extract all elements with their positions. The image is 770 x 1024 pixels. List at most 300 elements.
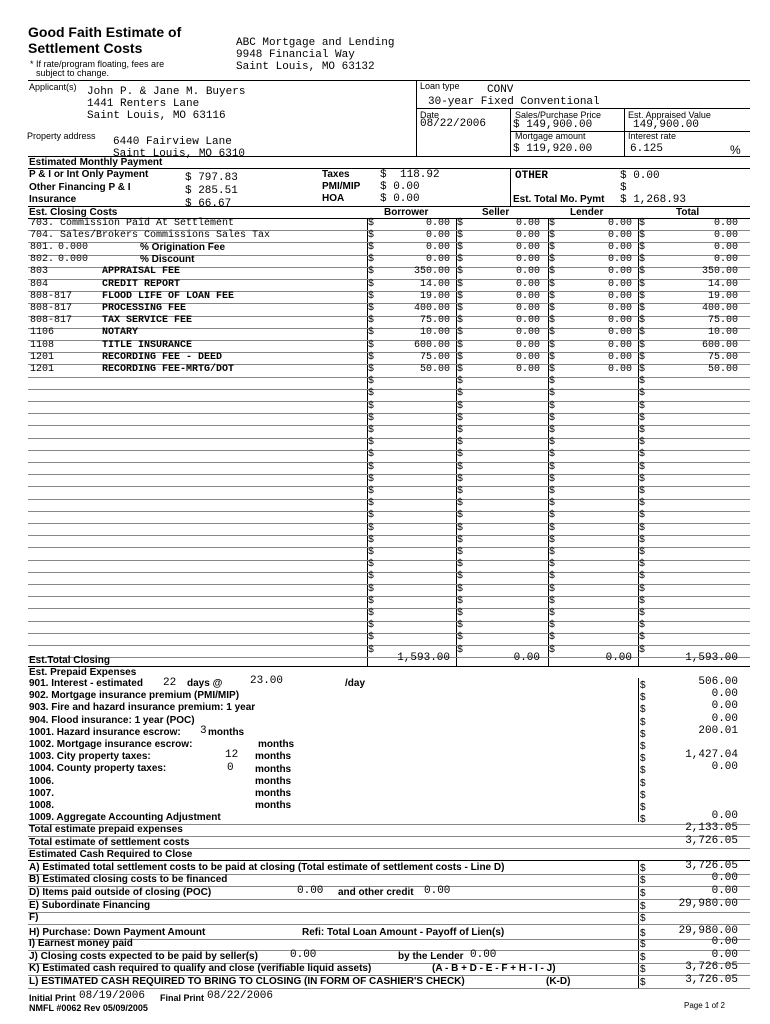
dollar-sign: $ <box>457 388 464 400</box>
dollar-sign: $ <box>639 498 646 510</box>
prepaid-row-label: 1004. County property taxes: <box>29 763 167 775</box>
dollar-sign: $ <box>368 449 375 461</box>
price-value: $ 149,900.00 <box>513 119 593 131</box>
lender-amount: 0.00 <box>607 351 632 363</box>
prepaid-row-amount: 2,133.05 <box>685 822 738 835</box>
table-row-percent: 0.000 <box>58 241 89 253</box>
l-formula: (K-D) <box>546 976 571 987</box>
applicant-address1: 1441 Renters Lane <box>87 98 200 110</box>
dollar-sign: $ <box>549 498 556 510</box>
applicant-name: John P. & Jane M. Buyers <box>87 86 246 98</box>
dollar-sign: $ <box>639 510 646 522</box>
dollar-sign: $ <box>457 595 464 607</box>
table-row-code: 808-817 <box>30 315 73 327</box>
dollar-sign: $ <box>368 559 375 571</box>
dollar-sign: $ <box>549 351 556 363</box>
dollar-sign: $ <box>457 424 464 436</box>
total-borrower: 1,593.00 <box>397 652 450 664</box>
dollar-sign: $ <box>549 644 556 656</box>
appraised-label: Est. Appraised Value <box>628 110 711 120</box>
dollar-sign: $ <box>639 254 646 266</box>
seller-amount: 0.00 <box>515 339 540 351</box>
pmi-label: PMI/MIP <box>322 181 361 192</box>
borrower-amount: 19.00 <box>419 290 450 302</box>
borrower-amount: 75.00 <box>419 351 450 363</box>
other-financing-value: $ 285.51 <box>185 185 238 197</box>
dollar-sign: $ <box>368 315 375 327</box>
dollar-sign: $ <box>549 254 556 266</box>
prepaid-row-amount: 200.01 <box>698 724 738 737</box>
table-row-desc: RECORDING FEE-MRTG/DOT <box>102 363 235 375</box>
dollar-sign: $ <box>639 315 646 327</box>
dollar-sign: $ <box>368 217 375 229</box>
final-print-date: 08/22/2006 <box>207 990 274 1002</box>
borrower-amount: 0.00 <box>425 229 450 241</box>
dollar-sign: $ <box>457 254 464 266</box>
lender-amount: 0.00 <box>607 363 632 375</box>
dollar-sign: $ <box>368 351 375 363</box>
dollar-sign: $ <box>549 522 556 534</box>
dollar-sign: $ <box>549 412 556 424</box>
dollar-sign: $ <box>368 376 375 388</box>
table-row-percent-label: % Discount <box>140 254 195 266</box>
prepaid-row-amount: 0.00 <box>711 810 738 823</box>
lender-amount: 0.00 <box>607 278 632 290</box>
borrower-amount: 0.00 <box>425 254 450 266</box>
total-seller: 0.00 <box>513 652 540 664</box>
days-at-label: days @ <box>187 678 223 689</box>
dollar-sign: $ <box>549 290 556 302</box>
cash-row-amount: 0.00 <box>711 872 738 884</box>
dollar-sign: $ <box>549 363 556 375</box>
prepaid-row-label: 1007. <box>29 787 55 799</box>
dollar-sign: $ <box>457 437 464 449</box>
prepaid-row-amount: 0.00 <box>711 761 738 774</box>
dollar-sign: $ <box>457 485 464 497</box>
table-row-desc: CREDIT REPORT <box>102 278 181 290</box>
dollar-sign: $ <box>639 595 646 607</box>
prepaid-row-label: 1002. Mortgage insurance escrow: <box>29 739 193 750</box>
cash-row-label: H) Purchase: Down Payment Amount <box>29 927 206 938</box>
dollar-sign: $ <box>457 339 464 351</box>
dollar-sign: $ <box>549 620 556 632</box>
dollar-sign: $ <box>639 217 646 229</box>
cash-row-amount: 0.00 <box>711 936 738 948</box>
lender-amount: 0.00 <box>607 229 632 241</box>
dollar-sign: $ <box>639 644 646 656</box>
dollar-sign: $ <box>640 888 646 899</box>
other-financing-label: Other Financing P & I <box>29 182 131 193</box>
initial-print-label: Initial Print <box>29 993 76 1003</box>
cash-row-amount: 29,980.00 <box>678 925 738 937</box>
payment-heading: Estimated Monthly Payment <box>29 157 163 168</box>
cash-row-amount: 29,980.00 <box>678 898 738 910</box>
prepaid-row-label: 904. Flood insurance: 1 year (POC) <box>29 714 195 726</box>
dollar-sign: $ <box>640 716 646 728</box>
dollar-sign: $ <box>457 412 464 424</box>
hazard-months: 3 <box>200 725 207 737</box>
hoa-value: $ 0.00 <box>380 193 420 205</box>
dollar-sign: $ <box>639 461 646 473</box>
disclaimer-line2: subject to change. <box>36 68 110 78</box>
table-row-code: 703. Commission Paid At Settlement <box>30 217 235 229</box>
dollar-sign: $ <box>368 254 375 266</box>
dollar-sign: $ <box>368 266 375 278</box>
table-row-desc: NOTARY <box>102 327 139 339</box>
cash-row-label: J) Closing costs expected to be paid by seller(s) <box>29 951 258 962</box>
dollar-sign: $ <box>639 424 646 436</box>
table-row-desc: APPRAISAL FEE <box>102 266 181 278</box>
mortgage-label: Mortgage amount <box>515 131 586 141</box>
dollar-sign: $ <box>457 559 464 571</box>
dollar-sign: $ <box>640 789 646 801</box>
dollar-sign: $ <box>368 400 375 412</box>
dollar-sign: $ <box>640 814 646 826</box>
dollar-sign: $ <box>549 424 556 436</box>
taxes-label: Taxes <box>322 169 350 180</box>
table-row-code: 804 <box>30 278 49 290</box>
dollar-sign: $ <box>549 278 556 290</box>
dollar-sign: $ <box>549 449 556 461</box>
seller-amount: 0.00 <box>515 302 540 314</box>
dollar-sign: $ <box>639 339 646 351</box>
lender-address2: Saint Louis, MO 63132 <box>236 61 375 73</box>
form-number: NMFL #0062 Rev 05/09/2005 <box>29 1003 148 1013</box>
lender-amount: 0.00 <box>607 327 632 339</box>
borrower-amount: 350.00 <box>413 266 450 278</box>
divider <box>510 108 511 156</box>
prepaid-row-amount: 506.00 <box>698 676 738 688</box>
prepaid-row-amount: 0.00 <box>711 712 738 725</box>
dollar-sign: $ <box>457 620 464 632</box>
dollar-sign: $ <box>549 327 556 339</box>
total-payment-label: Est. Total Mo. Pymt <box>513 194 605 205</box>
cash-row-amount: 3,726.05 <box>685 860 738 872</box>
column-divider <box>638 678 639 822</box>
dollar-sign: $ <box>457 583 464 595</box>
cash-row-label: K) Estimated cash required to qualify and close (verifiable liquid assets) <box>29 963 372 974</box>
dollar-sign: $ <box>457 266 464 278</box>
table-row-code: 1201 <box>30 351 55 363</box>
dollar-sign: $ <box>640 777 646 789</box>
dollar-sign: $ <box>639 241 646 253</box>
total-amount: 0.00 <box>713 254 738 266</box>
form-title-line2: Settlement Costs <box>28 40 143 56</box>
months-label: months <box>258 739 295 750</box>
per-day-label: /day <box>345 678 366 689</box>
dollar-sign: $ <box>368 522 375 534</box>
dollar-sign: $ <box>368 607 375 619</box>
col-seller: Seller <box>482 207 510 218</box>
date-value: 08/22/2006 <box>420 118 487 130</box>
dollar-sign: $ <box>639 376 646 388</box>
dollar-sign: $ <box>640 863 646 874</box>
rule <box>28 666 750 667</box>
dollar-sign: $ <box>457 217 464 229</box>
dollar-sign: $ <box>457 229 464 241</box>
cash-row-label: A) Estimated total settlement costs to be paid at closing (Total estimate of settlement costs - Line D) <box>29 862 505 873</box>
dollar-sign: $ <box>639 302 646 314</box>
interest-days: 22 <box>163 677 177 689</box>
lender-paid-amount: 0.00 <box>470 949 497 961</box>
property-label: Property address <box>27 131 96 141</box>
dollar-sign: $ <box>368 363 375 375</box>
lender-amount: 0.00 <box>607 315 632 327</box>
seller-amount: 0.00 <box>515 290 540 302</box>
dollar-sign: $ <box>549 376 556 388</box>
dollar-sign: $ <box>640 728 646 740</box>
table-row-code: 803 <box>30 266 49 278</box>
dollar-sign: $ <box>368 534 375 546</box>
dollar-sign: $ <box>457 376 464 388</box>
initial-print-date: 08/19/2006 <box>79 990 146 1002</box>
insurance-label: Insurance <box>29 194 77 205</box>
months-label: months <box>255 764 292 775</box>
total-amount: 600.00 <box>701 339 738 351</box>
other-label: OTHER <box>515 170 549 182</box>
dollar-sign: $ <box>549 546 556 558</box>
dollar-sign: $ <box>639 449 646 461</box>
col-total: Total <box>676 207 700 218</box>
table-row-desc: PROCESSING FEE <box>102 302 187 314</box>
taxes-value: 118.92 <box>400 169 440 181</box>
dollar-sign: $ <box>640 704 646 716</box>
dollar-sign: $ <box>368 546 375 558</box>
poc-amount: 0.00 <box>297 885 324 897</box>
dollar-sign: $ <box>368 485 375 497</box>
closing-heading: Est. Closing Costs <box>29 207 118 218</box>
table-row-desc: FLOOD LIFE OF LOAN FEE <box>102 290 235 302</box>
cash-row-amount: 0.00 <box>711 885 738 897</box>
form-title-line1: Good Faith Estimate of <box>28 24 182 40</box>
rate-unit: % <box>730 143 741 157</box>
total-amount: 14.00 <box>707 278 738 290</box>
months-label: months <box>255 776 292 787</box>
cash-row-label: F) <box>29 912 39 923</box>
refi-label: Refi: Total Loan Amount - Payoff of Lien(s) <box>302 927 505 938</box>
disclaimer-line1: * If rate/program floating, fees are <box>30 59 165 69</box>
dollar-sign: $ <box>457 327 464 339</box>
col-lender: Lender <box>570 207 604 218</box>
lender-amount: 0.00 <box>607 217 632 229</box>
dollar-sign: $ <box>549 607 556 619</box>
dollar-sign: $ <box>640 928 646 939</box>
prepaid-row-label: Total estimate prepaid expenses <box>29 824 183 836</box>
dollar-sign: $ <box>368 620 375 632</box>
borrower-amount: 75.00 <box>419 315 450 327</box>
rule <box>28 80 750 81</box>
prepaid-row-label: 903. Fire and hazard insurance premium: 1 year <box>29 702 256 714</box>
table-row-desc: TAX SERVICE FEE <box>102 315 193 327</box>
dollar-sign: $ <box>639 290 646 302</box>
months-label: months <box>208 727 245 738</box>
total-amount: 0.00 <box>713 229 738 241</box>
dollar-sign: $ <box>639 412 646 424</box>
property-line1: 6440 Fairview Lane <box>113 136 232 148</box>
dollar-sign: $ <box>368 388 375 400</box>
prepaid-row-amount: 0.00 <box>711 688 738 701</box>
lender-amount: 0.00 <box>607 290 632 302</box>
table-row-code: 1201 <box>30 363 55 375</box>
dollar-sign: $ <box>549 473 556 485</box>
dollar-sign: $ <box>368 327 375 339</box>
dollar-sign: $ <box>640 939 646 950</box>
dollar-sign: $ <box>549 437 556 449</box>
dollar-sign: $ <box>640 741 646 752</box>
pi-value: $ 797.83 <box>185 172 238 184</box>
borrower-amount: 0.00 <box>425 217 450 229</box>
total-amount: 75.00 <box>707 315 738 327</box>
property-line2: Saint Louis, MO 6310 <box>113 148 246 160</box>
table-row-code: 802. <box>30 254 55 266</box>
dollar-sign: $ <box>549 485 556 497</box>
prepaid-row-label: 1008. <box>29 800 55 811</box>
dollar-sign: $ <box>368 632 375 644</box>
loan-program: 30-year Fixed Conventional <box>428 96 600 108</box>
dollar-sign: $ <box>549 388 556 400</box>
dollar-sign: $ <box>639 620 646 632</box>
dollar-sign: $ <box>368 644 375 656</box>
dollar-sign: $ <box>457 534 464 546</box>
lender-amount: 0.00 <box>607 254 632 266</box>
total-total: 1,593.00 <box>685 652 738 664</box>
borrower-amount: 0.00 <box>425 241 450 253</box>
dollar-sign: $ <box>368 583 375 595</box>
dollar-sign: $ <box>549 400 556 412</box>
page-number: Page 1 of 2 <box>684 1001 725 1010</box>
dollar-sign: $ <box>639 571 646 583</box>
prepaid-row-amount: 3,726.05 <box>685 834 738 847</box>
dollar-sign: $ <box>549 315 556 327</box>
dollar-sign: $ <box>368 424 375 436</box>
closing-total-label: Est.Total Closing <box>29 655 110 666</box>
rule <box>28 988 750 989</box>
dollar-sign: $ <box>549 595 556 607</box>
table-row-percent-label: % Origination Fee <box>140 241 226 253</box>
borrower-amount: 600.00 <box>413 339 450 351</box>
other-value: $ 0.00 <box>620 170 660 182</box>
cash-row-label: D) Items paid outside of closing (POC) <box>29 887 212 898</box>
prepaid-row-label: 1006. <box>29 775 55 787</box>
taxes-sign: $ <box>380 169 387 181</box>
dollar-sign: $ <box>457 498 464 510</box>
dollar-sign: $ <box>368 510 375 522</box>
dollar-sign: $ <box>368 473 375 485</box>
dollar-sign: $ <box>549 559 556 571</box>
dollar-sign: $ <box>457 571 464 583</box>
table-row-code: 808-817 <box>30 290 73 302</box>
borrower-amount: 50.00 <box>419 363 450 375</box>
dollar-sign: $ <box>549 229 556 241</box>
dollar-sign: $ <box>549 510 556 522</box>
lender-address1: 9948 Financial Way <box>236 49 355 61</box>
dollar-sign: $ <box>640 802 646 813</box>
dollar-sign: $ <box>368 461 375 473</box>
dollar-sign: $ <box>457 473 464 485</box>
applicant-address2: Saint Louis, MO 63116 <box>87 110 226 122</box>
lender-amount: 0.00 <box>607 241 632 253</box>
prepaid-row-label: 1009. Aggregate Accounting Adjustment <box>29 812 221 824</box>
dollar-sign: $ <box>639 229 646 241</box>
county-tax-months: 0 <box>227 762 234 774</box>
prepaid-row-label: 1001. Hazard insurance escrow: <box>29 726 181 738</box>
rule <box>416 108 750 109</box>
dollar-sign: $ <box>457 644 464 656</box>
dollar-sign: $ <box>368 437 375 449</box>
total-amount: 0.00 <box>713 241 738 253</box>
dollar-sign: $ <box>549 302 556 314</box>
dollar-sign: $ <box>640 977 646 988</box>
cash-row-label: E) Subordinate Financing <box>29 900 151 911</box>
dollar-sign: $ <box>639 632 646 644</box>
dollar-sign: $ <box>457 315 464 327</box>
dollar-sign: $ <box>549 632 556 644</box>
table-row-desc: RECORDING FEE - DEED <box>102 351 223 363</box>
prepaid-row-label: 901. Interest - estimated <box>29 678 143 689</box>
total-amount: 350.00 <box>701 266 738 278</box>
cash-heading: Estimated Cash Required to Close <box>29 849 193 860</box>
seller-amount: 0.00 <box>515 327 540 339</box>
lender-amount: 0.00 <box>607 339 632 351</box>
dollar-sign: $ <box>368 412 375 424</box>
dollar-sign: $ <box>640 952 646 963</box>
prepaid-row-label: 902. Mortgage insurance premium (PMI/MIP) <box>29 690 240 702</box>
cash-row-label: I) Earnest money paid <box>29 938 133 949</box>
dollar-sign: $ <box>640 913 646 924</box>
dollar-sign: $ <box>640 765 646 777</box>
dollar-sign: $ <box>639 363 646 375</box>
k-formula: (A - B + D - E - F + H - I - J) <box>432 963 556 974</box>
seller-amount: 0.00 <box>515 217 540 229</box>
dollar-sign: $ <box>457 522 464 534</box>
loan-type: CONV <box>487 84 514 96</box>
seller-amount: 0.00 <box>515 266 540 278</box>
dollar-sign: $ <box>639 473 646 485</box>
dollar-sign: $ <box>457 241 464 253</box>
table-row-desc: TITLE INSURANCE <box>102 339 193 351</box>
prepaid-heading: Est. Prepaid Expenses <box>29 667 137 678</box>
seller-amount: 0.00 <box>515 241 540 253</box>
total-amount: 75.00 <box>707 351 738 363</box>
cash-row-amount: 0.00 <box>711 949 738 961</box>
mortgage-value: $ 119,920.00 <box>513 143 593 155</box>
seller-amount: 0.00 <box>515 315 540 327</box>
borrower-amount: 14.00 <box>419 278 450 290</box>
interest-per-day: 23.00 <box>250 675 284 687</box>
table-row-code: 1106 <box>30 327 55 339</box>
dollar-sign: $ <box>457 290 464 302</box>
hoa-label: HOA <box>322 193 345 204</box>
dollar-sign: $ <box>639 437 646 449</box>
price-label: Sales/Purchase Price <box>515 110 602 120</box>
dollar-sign: $ <box>640 875 646 886</box>
dollar-sign: $ <box>457 302 464 314</box>
dollar-sign: $ <box>639 388 646 400</box>
seller-paid-amount: 0.00 <box>290 949 317 961</box>
dollar-sign: $ <box>640 964 646 975</box>
dollar-sign: $ <box>457 461 464 473</box>
dollar-sign: $ <box>457 449 464 461</box>
appraised-value: 149,900.00 <box>633 119 700 131</box>
dollar-sign: $ <box>640 753 646 765</box>
lender-amount: 0.00 <box>607 266 632 278</box>
prepaid-row-amount: 1,427.04 <box>685 749 738 762</box>
table-row-percent: 0.000 <box>58 254 89 266</box>
applicant-label: Applicant(s) <box>29 82 77 92</box>
dollar-sign: $ <box>640 901 646 912</box>
total-lender: 0.00 <box>605 652 632 664</box>
cash-row-label: L) ESTIMATED CASH REQUIRED TO BRING TO CLOSING (IN FORM OF CASHIER'S CHECK) <box>29 976 465 987</box>
